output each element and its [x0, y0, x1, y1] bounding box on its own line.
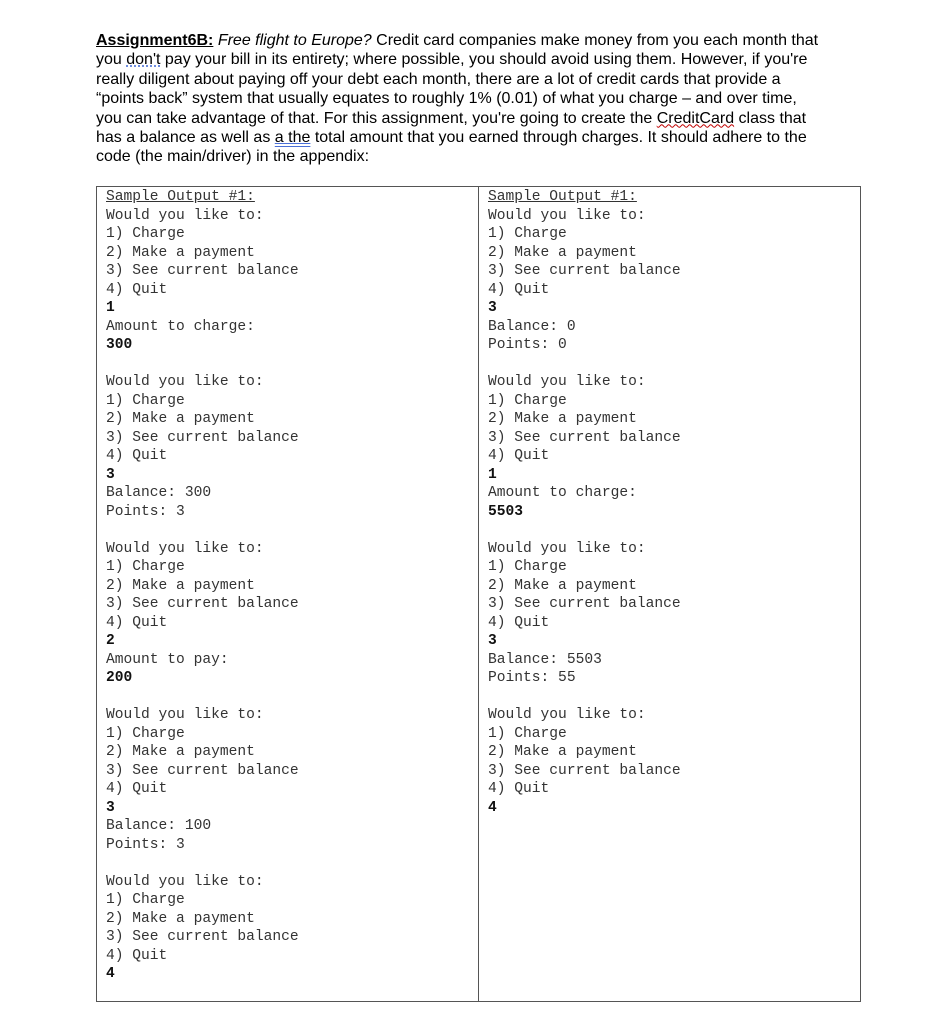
console-output-line: 3) See current balance [488, 263, 681, 279]
sample-output-heading: Sample Output #1: [106, 189, 255, 205]
console-output-line: Balance: 5503 [488, 651, 602, 668]
console-output-line: Amount to pay: [106, 651, 229, 668]
console-output-line: 3) See current balance [106, 263, 299, 279]
console-output-line: Balance: 0 [488, 318, 576, 335]
console-output-line: Would you like to: [488, 540, 646, 557]
console-output-line: 4) Quit [106, 947, 168, 964]
blank-line [488, 521, 860, 540]
console-output-line: 4) Quit [106, 614, 168, 631]
console-output-line: 2) Make a payment [488, 244, 637, 261]
console-output-line: Points: 55 [488, 670, 576, 686]
blank-line [106, 854, 478, 873]
console-output-line: 1) Charge [106, 892, 185, 908]
console-output-line: 2) Make a payment [488, 744, 637, 760]
console-output-line: 1) Charge [488, 226, 567, 242]
console-output-line: 2) Make a payment [106, 744, 255, 760]
console-output-line: 2) Make a payment [106, 910, 255, 927]
console-output-line: 3) See current balance [106, 429, 299, 446]
blank-line [488, 355, 860, 374]
console-output-line: 3) See current balance [488, 429, 681, 446]
console-output-line: 1) Charge [106, 725, 185, 742]
user-input-line: 4 [488, 799, 497, 816]
console-output-line: 1) Charge [488, 559, 567, 575]
blank-line [488, 688, 860, 707]
console-output-line: 4) Quit [488, 448, 550, 464]
console-output-line: Points: 3 [106, 503, 185, 520]
console-output-line: 4) Quit [488, 281, 550, 298]
console-output-line: 1) Charge [106, 226, 185, 242]
console-output-line: Would you like to: [488, 207, 646, 224]
console-output-line: Points: 0 [488, 337, 567, 353]
user-input-line: 3 [488, 300, 497, 316]
console-output-line: 2) Make a payment [488, 577, 637, 594]
console-output-line: 2) Make a payment [106, 577, 255, 594]
console-output-line: 3) See current balance [488, 596, 681, 612]
console-output-line: Balance: 300 [106, 485, 212, 501]
console-output-line: 4) Quit [106, 781, 168, 797]
console-output-line: 4) Quit [106, 281, 168, 298]
console-output-line: Would you like to: [488, 707, 646, 723]
console-output-line: Amount to charge: [106, 318, 255, 335]
assignment-description [96, 31, 826, 167]
sample-output-right-column [479, 187, 860, 1001]
console-output-line: Would you like to: [488, 374, 646, 390]
intro-text-1: Credit card companies make money from you each month that you [96, 32, 819, 69]
console-output-line: 1) Charge [488, 392, 567, 409]
console-output-line: 1) Charge [106, 392, 185, 409]
console-output-line: 3) See current balance [106, 762, 299, 779]
user-input-line: 1 [488, 466, 497, 483]
sample-output-left-column [97, 187, 479, 1001]
blank-line [106, 521, 478, 540]
console-output-line: 4) Quit [488, 781, 550, 797]
console-output-line: Would you like to: [106, 207, 264, 224]
console-output-line: 2) Make a payment [488, 411, 637, 427]
console-output-line: 2) Make a payment [106, 244, 255, 261]
a-the-phrase: a the [274, 129, 311, 147]
console-output-line: 1) Charge [106, 559, 185, 575]
assignment-title: Assignment6B: [96, 32, 214, 49]
dont-word: don't [126, 51, 161, 69]
user-input-line: 4 [106, 966, 115, 982]
user-input-line: 300 [106, 337, 133, 353]
user-input-line: 3 [106, 466, 115, 483]
blank-line [106, 688, 478, 707]
user-input-line: 3 [488, 633, 497, 649]
console-output-line: Would you like to: [106, 540, 264, 557]
console-output-line: 1) Charge [488, 725, 567, 742]
console-output-line: 3) See current balance [106, 929, 299, 945]
intro-text-2: pay your bill in its entirety; where possible, you should avoid using them. However, if you're really diligent about paying off your debt each month, there are a lot of credit cards that provide a “points back” system that usually equates to roughly 1% (0.01) of what you charge – and over time, you can take advantage of that. For this assignment, you're going to create the [96, 51, 808, 127]
user-input-line: 5503 [488, 503, 524, 520]
assignment-subtitle: Free flight to Europe? [217, 32, 372, 49]
console-output-line: Would you like to: [106, 707, 264, 723]
intro-text-3: class that has a balance as well as [96, 109, 807, 147]
console-output-line: Amount to charge: [488, 485, 637, 501]
console-output-line: 3) See current balance [106, 596, 299, 612]
console-output-line: 2) Make a payment [106, 411, 255, 427]
console-output-line: Would you like to: [106, 374, 264, 390]
sample-output-heading: Sample Output #1: [488, 189, 637, 205]
sample-output-table [96, 186, 861, 1002]
console-output-line: 4) Quit [106, 448, 168, 464]
console-output-line: Balance: 100 [106, 818, 212, 834]
console-output-line: 4) Quit [488, 614, 550, 631]
console-output-line: Would you like to: [106, 873, 264, 890]
blank-line [106, 355, 478, 374]
console-output-line: 3) See current balance [488, 762, 681, 779]
user-input-line: 3 [106, 799, 115, 816]
user-input-line: 2 [106, 633, 115, 649]
user-input-line: 1 [106, 300, 115, 316]
console-output-line: Points: 3 [106, 836, 185, 853]
user-input-line: 200 [106, 670, 133, 686]
intro-text-4: total amount that you earned through charges. It should adhere to the code (the main/driver) in the appendix: [96, 129, 807, 166]
creditcard-class-name: CreditCard [656, 109, 735, 127]
